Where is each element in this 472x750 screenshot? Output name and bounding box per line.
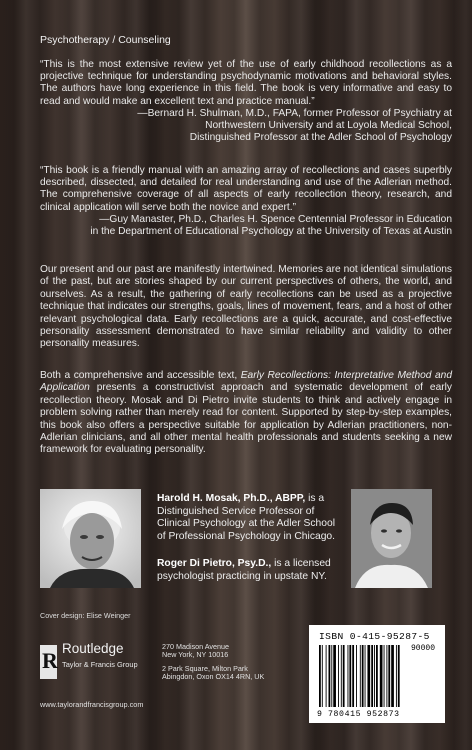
attribution-line: Northwestern University and at Loyola Medical School, (205, 120, 452, 132)
ean-number: 9 780415 952873 (317, 710, 400, 719)
attribution-line: —Guy Manaster, Ph.D., Charles H. Spence Centennial Professor in Education (99, 214, 452, 225)
para2-suffix: presents a constructivist approach and systematic development of early recollection theory. Mosak and Di Pietro invite students to think and actively engage in problem solving rather than merely read for content. Supported by step-by-step examples, this book also offers a perspective suitable for application by Adlerian practitioners, non-Adlerian clinicians, and all other mental health professionals and students seeking a new framework for evaluating personality. (40, 382, 452, 456)
publisher-group: Taylor & Francis Group (62, 660, 138, 669)
publisher-address-us (162, 643, 292, 660)
endorsement-attribution-1 (40, 108, 452, 145)
isbn-barcode (309, 625, 445, 723)
publisher-address-uk (162, 665, 292, 682)
endorsement-quote-1: “This is the most extensive review yet of the use of early childhood recollections as a projective technique for understanding psychodynamic motivations and behavioral styles. The authors have long experience in this field. The book is very informative and easy to read and would make an excellent text and practice manual.” (40, 59, 452, 107)
author-bio-text: is a licensed psychologist practicing in upstate NY. (157, 558, 331, 582)
author-bio-dipietro (157, 558, 345, 583)
isbn-number: ISBN 0-415-95287-5 (319, 631, 430, 642)
description-paragraph-1: Our present and our past are manifestly intertwined. Memories are not identical simulations of the past, but are stories shaped by our current perspectives of others, the world, and ourselves. As a result, the gathering of early recollections can be used as a projective technique that indicates our strengths, goals, lines of movement, fears, and a host of other relevant psychological data. Early recollections are a quick, accurate, and cost-effective personality assessment demonstrated to have similar reliability and validity to other personality measures. (40, 264, 452, 350)
address-line: Abingdon, Oxon OX14 4RN, UK (162, 672, 265, 682)
barcode-bars-icon (317, 645, 437, 709)
endorsement-attribution-2 (40, 214, 452, 238)
publisher-name: Routledge (62, 641, 124, 656)
book-title: Early Recollections: Interpretative Method and Application (40, 370, 452, 394)
publisher-website: www.taylorandfrancisgroup.com (40, 700, 144, 709)
author-photo-mosak (40, 489, 141, 588)
category-label: Psychotherapy / Counseling (40, 34, 171, 46)
endorsement-quote-2: “This book is a friendly manual with an amazing array of recollections and cases superbly described, dissected, and detailed for real understanding and use of the Adlerian method. The comprehensive coverage of all aspects of early recollection theory, research, and clinical application will serve both the novice and expert.” (40, 165, 452, 213)
author-name: Harold H. Mosak, Ph.D., ABPP, (157, 493, 306, 504)
address-line: New York, NY 10016 (162, 650, 229, 660)
address-line: 2 Park Square, Milton Park (162, 664, 248, 673)
routledge-logo (40, 645, 57, 679)
attribution-line: Distinguished Professor at the Adler School of Psychology (189, 132, 452, 144)
cover-design-credit: Cover design: Elise Weinger (40, 611, 131, 620)
address-line: 270 Madison Avenue (162, 642, 230, 651)
author-name: Roger Di Pietro, Psy.D., (157, 558, 272, 569)
author-bio-mosak (157, 493, 345, 543)
price-code: 90000 (410, 644, 435, 653)
attribution-line: —Bernard H. Shulman, M.D., FAPA, former Professor of Psychiatry at (137, 108, 452, 119)
attribution-line: in the Department of Educational Psychology at the University of Texas at Austin (90, 226, 452, 238)
author-bio-text: is a Distinguished Service Professor of Clinical Psychology at the Adler School of Professional Psychology in Chicago. (157, 493, 336, 542)
description-paragraph-2 (40, 370, 452, 457)
author-photo-dipietro (351, 489, 432, 588)
routledge-r-icon: R (42, 648, 58, 673)
para2-prefix: Both a comprehensive and accessible text, (40, 370, 241, 381)
